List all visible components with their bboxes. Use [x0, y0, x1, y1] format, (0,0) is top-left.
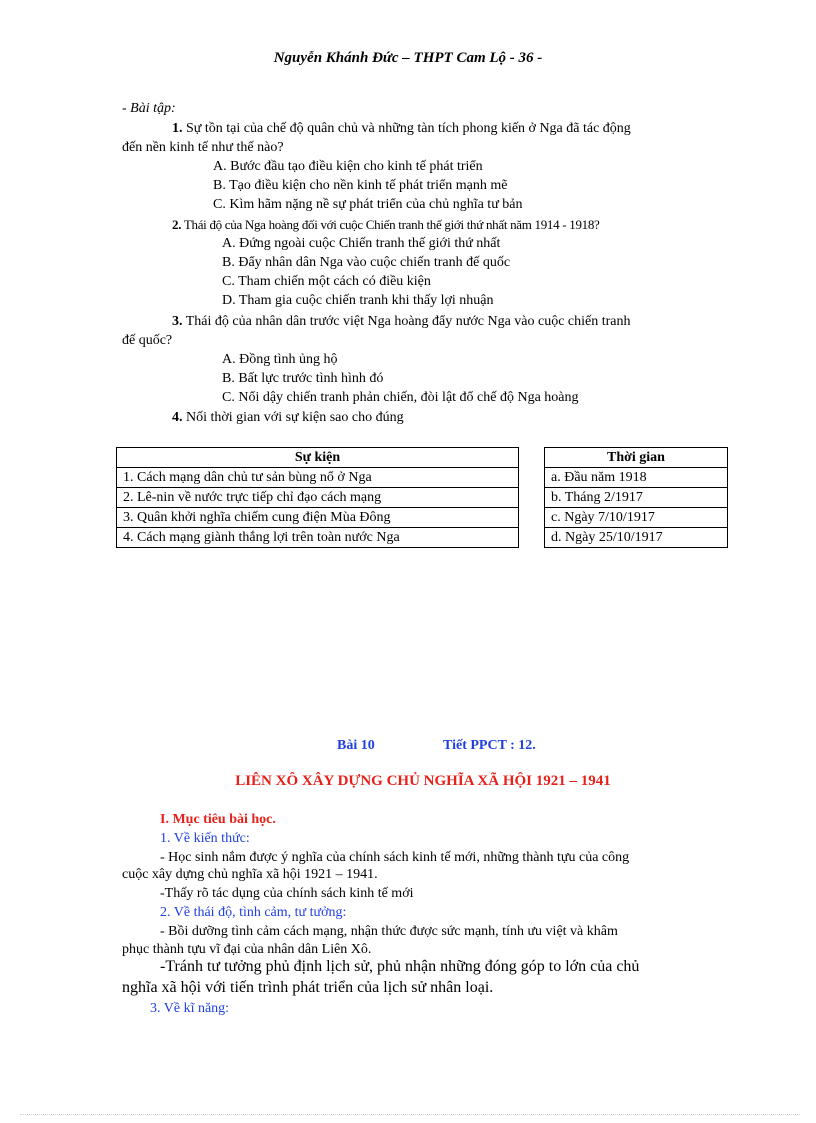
table-row: a. Đầu năm 1918: [545, 468, 728, 488]
question-text: Nối thời gian với sự kiện sao cho đúng: [186, 410, 404, 425]
question-3: [172, 313, 631, 331]
knowledge-text-3: -Thấy rõ tác dụng của chính sách kinh tế mới: [160, 886, 414, 901]
attitude-text-1: - Bồi dưỡng tình cảm cách mạng, nhận thức được sức mạnh, tính ưu việt và khâm: [160, 924, 618, 939]
q2-option-c: C. Tham chiến một cách có điều kiện: [222, 274, 431, 289]
table-row: b. Tháng 2/1917: [545, 488, 728, 508]
table-row: 4. Cách mạng giành thắng lợi trên toàn nước Nga: [117, 528, 519, 548]
lesson-period: Tiết PPCT : 12.: [443, 738, 536, 753]
time-table-header: Thời gian: [545, 448, 728, 468]
subsection-skills: 3. Về kĩ năng:: [150, 1001, 230, 1016]
question-3-cont: đế quốc?: [122, 333, 173, 348]
q1-option-b: B. Tạo điều kiện cho nền kinh tế phát triển mạnh mẽ: [213, 178, 508, 193]
question-4: [172, 409, 404, 427]
q2-option-b: B. Đẩy nhân dân Nga vào cuộc chiến tranh đế quốc: [222, 255, 511, 270]
lesson-number: Bài 10: [337, 738, 375, 753]
question-text: Thái độ của nhân dân trước việt Nga hoàng đẩy nước Nga vào cuộc chiến tranh: [185, 314, 631, 329]
q2-option-a: A. Đứng ngoài cuộc Chiến tranh thế giới thứ nhất: [222, 236, 501, 251]
question-2: [172, 216, 600, 234]
question-number: 4.: [172, 410, 183, 425]
knowledge-text-2: cuộc xây dựng chủ nghĩa xã hội 1921 – 1941.: [122, 867, 378, 882]
table-row: 3. Quân khởi nghĩa chiếm cung điện Mùa Đông: [117, 508, 519, 528]
q1-option-c: C. Kìm hãm nặng nề sự phát triển của chủ nghĩa tư bản: [213, 197, 523, 212]
attitude-text-4: nghĩa xã hội với tiến trình phát triển của lịch sử nhân loại.: [122, 979, 494, 996]
question-number: 3.: [172, 314, 183, 329]
q3-option-c: C. Nổi dậy chiến tranh phản chiến, đòi lật đổ chế độ Nga hoàng: [222, 390, 579, 405]
attitude-text-3: -Tránh tư tưởng phủ định lịch sử, phủ nhận những đóng góp to lớn của chủ: [160, 958, 640, 975]
question-1: [172, 120, 631, 138]
knowledge-text-1: - Học sinh nắm được ý nghĩa của chính sách kinh tế mới, những thành tựu của công: [160, 850, 630, 865]
q2-option-d: D. Tham gia cuộc chiến tranh khi thấy lợi nhuận: [222, 293, 494, 308]
subsection-knowledge: 1. Về kiến thức:: [160, 831, 250, 846]
q1-option-a: A. Bước đầu tạo điều kiện cho kinh tế phát triển: [213, 159, 483, 174]
table-row: c. Ngày 7/10/1917: [545, 508, 728, 528]
section-objectives: I. Mục tiêu bài học.: [160, 812, 276, 827]
question-1-cont: đến nền kinh tế như thế nào?: [122, 140, 284, 155]
question-number: 1.: [172, 121, 183, 136]
table-row: 2. Lê-nin về nước trực tiếp chỉ đạo cách mạng: [117, 488, 519, 508]
exercise-heading: - Bài tập:: [122, 101, 176, 116]
time-table: [544, 447, 728, 548]
q3-option-a: A. Đồng tình ủng hộ: [222, 352, 338, 367]
events-table-header: Sự kiện: [117, 448, 519, 468]
subsection-attitude: 2. Về thái độ, tình cảm, tư tưởng:: [160, 905, 347, 920]
page-bottom-divider: [20, 1114, 800, 1115]
lesson-title: LIÊN XÔ XÂY DỰNG CHỦ NGHĨA XÃ HỘI 1921 – 1941: [235, 773, 611, 789]
page-header: Nguyễn Khánh Đức – THPT Cam Lộ - 36 -: [273, 50, 543, 66]
table-row: d. Ngày 25/10/1917: [545, 528, 728, 548]
question-number: 2.: [172, 217, 182, 232]
attitude-text-2: phục thành tựu vĩ đại của nhân dân Liên Xô.: [122, 942, 372, 957]
question-text: Sự tồn tại của chế độ quân chủ và những tàn tích phong kiến ở Nga đã tác động: [186, 121, 631, 136]
events-table: [116, 447, 519, 548]
table-row: 1. Cách mạng dân chủ tư sản bùng nổ ở Nga: [117, 468, 519, 488]
question-text: Thái độ của Nga hoàng đối với cuộc Chiến tranh thế giới thứ nhất năm 1914 - 1918?: [183, 217, 600, 232]
q3-option-b: B. Bất lực trước tình hình đó: [222, 371, 384, 386]
